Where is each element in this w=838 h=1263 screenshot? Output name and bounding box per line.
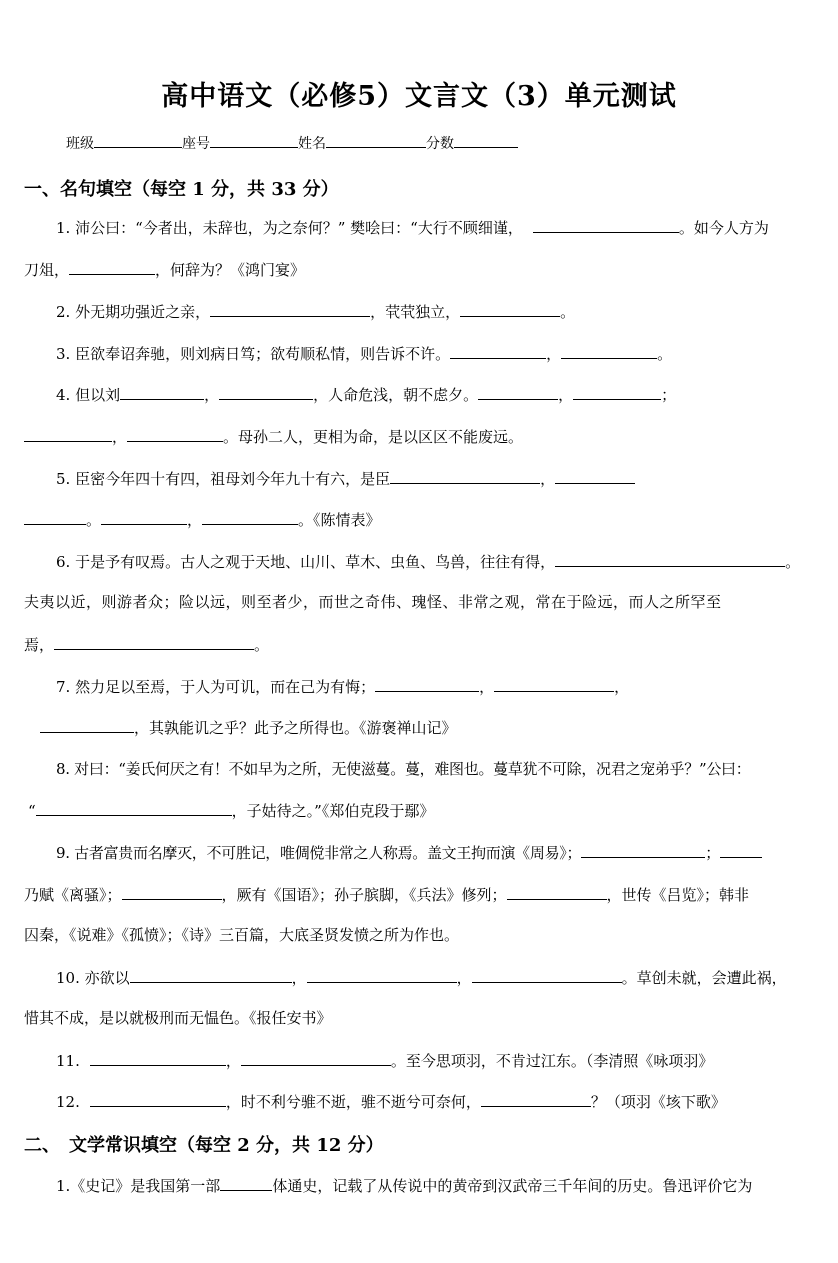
question-11: 11. ， 。至今思项羽，不肯过江东。（李清照《咏项羽》 xyxy=(56,1052,714,1070)
question-10-line-2: 惜其不成，是以就极刑而无愠色。《报任安书》 xyxy=(24,1009,332,1027)
section-1-heading: 一、名句填空（每空 1 分，共 33 分） xyxy=(24,179,339,200)
question-12: 12. ，时不利兮骓不逝，骓不逝兮可奈何， ？（项羽《垓下歌》 xyxy=(56,1093,726,1111)
question-6-line-2: 夫夷以近，则游者众；险以远，则至者少，而世之奇伟、瑰怪、非常之观，常在于险远，而人之所罕至 xyxy=(24,593,722,611)
answer-blank[interactable] xyxy=(375,676,479,692)
answer-blank[interactable] xyxy=(307,967,457,983)
answer-blank[interactable] xyxy=(561,343,657,359)
answer-blank[interactable] xyxy=(24,426,112,442)
answer-blank[interactable] xyxy=(581,842,705,858)
answer-blank[interactable] xyxy=(720,842,762,858)
answer-blank[interactable] xyxy=(69,259,155,275)
answer-blank[interactable] xyxy=(220,1175,272,1191)
answer-blank[interactable] xyxy=(478,384,558,400)
question-4-line-2: ， 。母孙二人，更相为命，是以区区不能废远。 xyxy=(24,426,523,447)
question-4-line-1: 4. 但以刘 ， ，人命危浅，朝不虑夕。 ， ； xyxy=(56,386,677,404)
section-2-question-1: 1.《史记》是我国第一部 体通史，记载了从传说中的黄帝到汉武帝三千年间的历史。鲁迅评价它为 xyxy=(56,1177,753,1195)
seat-label: 座号 xyxy=(182,136,210,152)
section-2-heading: 二、 文学常识填空（每空 2 分，共 12 分） xyxy=(24,1135,384,1156)
seat-blank[interactable] xyxy=(210,133,298,148)
answer-blank[interactable] xyxy=(130,967,292,983)
answer-blank[interactable] xyxy=(555,551,785,567)
answer-blank[interactable] xyxy=(219,384,313,400)
question-5-line-1: 5. 臣密今年四十有四，祖母刘今年九十有六，是臣 ， xyxy=(56,468,635,489)
question-6-line-3: 焉， 。 xyxy=(24,636,270,654)
answer-blank[interactable] xyxy=(101,509,187,525)
answer-blank[interactable] xyxy=(460,301,560,317)
answer-blank[interactable] xyxy=(555,468,635,484)
answer-blank[interactable] xyxy=(573,384,661,400)
answer-blank[interactable] xyxy=(210,301,370,317)
question-9-line-1: 9. 古者富贵而名摩灭，不可胜记，唯倜傥非常之人称焉。盖文王拘而演《周易》； ； xyxy=(56,842,762,863)
answer-blank[interactable] xyxy=(24,509,86,525)
answer-blank[interactable] xyxy=(54,634,254,650)
question-3: 3. 臣欲奉诏奔驰，则刘病日笃；欲苟顺私情，则告诉不许。 ， 。 xyxy=(56,345,673,363)
answer-blank[interactable] xyxy=(390,468,540,484)
answer-blank[interactable] xyxy=(533,217,679,233)
name-blank[interactable] xyxy=(326,133,426,148)
question-1-line-1: 1. 沛公曰：“今者出，未辞也，为之奈何？” 樊哙曰：“大行不顾细谨， 。如今人方为 xyxy=(56,219,769,237)
question-9-line-2: 乃赋《离骚》； ，厥有《国语》；孙子膑脚，《兵法》修列； ，世传《吕览》；韩非 xyxy=(24,886,750,904)
question-5-line-2: 。 ， 。《陈情表》 xyxy=(24,509,381,530)
answer-blank[interactable] xyxy=(507,884,607,900)
name-label: 姓名 xyxy=(298,136,326,152)
question-8-line-1: 8. 对曰：“姜氏何厌之有！不如早为之所，无使滋蔓。蔓，难图也。蔓草犹不可除，况君之宠弟乎？”公曰： xyxy=(56,760,751,778)
class-blank[interactable] xyxy=(94,133,182,148)
question-10-line-1: 10. 亦欲以 ， ， 。草创未就，会遭此祸， xyxy=(56,969,787,987)
question-8-line-2: “ ，子姑待之。”《郑伯克段于鄢》 xyxy=(28,802,435,820)
question-6-line-1: 6. 于是予有叹焉。古人之观于天地、山川、草木、虫鱼、鸟兽，往往有得， 。 xyxy=(56,553,801,571)
answer-blank[interactable] xyxy=(127,426,223,442)
student-info-row xyxy=(66,133,518,153)
question-2: 2. 外无期功强近之亲， ，茕茕独立， 。 xyxy=(56,303,576,321)
answer-blank[interactable] xyxy=(36,800,232,816)
class-label: 班级 xyxy=(66,136,94,152)
question-9-line-3: 囚秦，《说难》《孤愤》；《诗》三百篇，大底圣贤发愤之所为作也。 xyxy=(24,926,460,944)
answer-blank[interactable] xyxy=(90,1050,226,1066)
page-title: 高中语文（必修5）文言文（3）单元测试 xyxy=(161,81,677,112)
answer-blank[interactable] xyxy=(120,384,204,400)
answer-blank[interactable] xyxy=(40,717,134,733)
answer-blank[interactable] xyxy=(90,1091,226,1107)
score-label: 分数 xyxy=(426,136,454,152)
answer-blank[interactable] xyxy=(450,343,546,359)
question-7-line-2: ，其孰能讥之乎？此予之所得也。《游褒禅山记》 xyxy=(40,717,457,738)
answer-blank[interactable] xyxy=(241,1050,391,1066)
answer-blank[interactable] xyxy=(494,676,614,692)
answer-blank[interactable] xyxy=(472,967,622,983)
question-1-line-2: 刀俎， ，何辞为？《鸿门宴》 xyxy=(24,261,306,279)
score-blank[interactable] xyxy=(454,133,518,148)
question-7-line-1: 7. 然力足以至焉，于人为可讥，而在己为有悔； ， ， xyxy=(56,678,630,696)
answer-blank[interactable] xyxy=(202,509,298,525)
answer-blank[interactable] xyxy=(122,884,222,900)
answer-blank[interactable] xyxy=(481,1091,591,1107)
